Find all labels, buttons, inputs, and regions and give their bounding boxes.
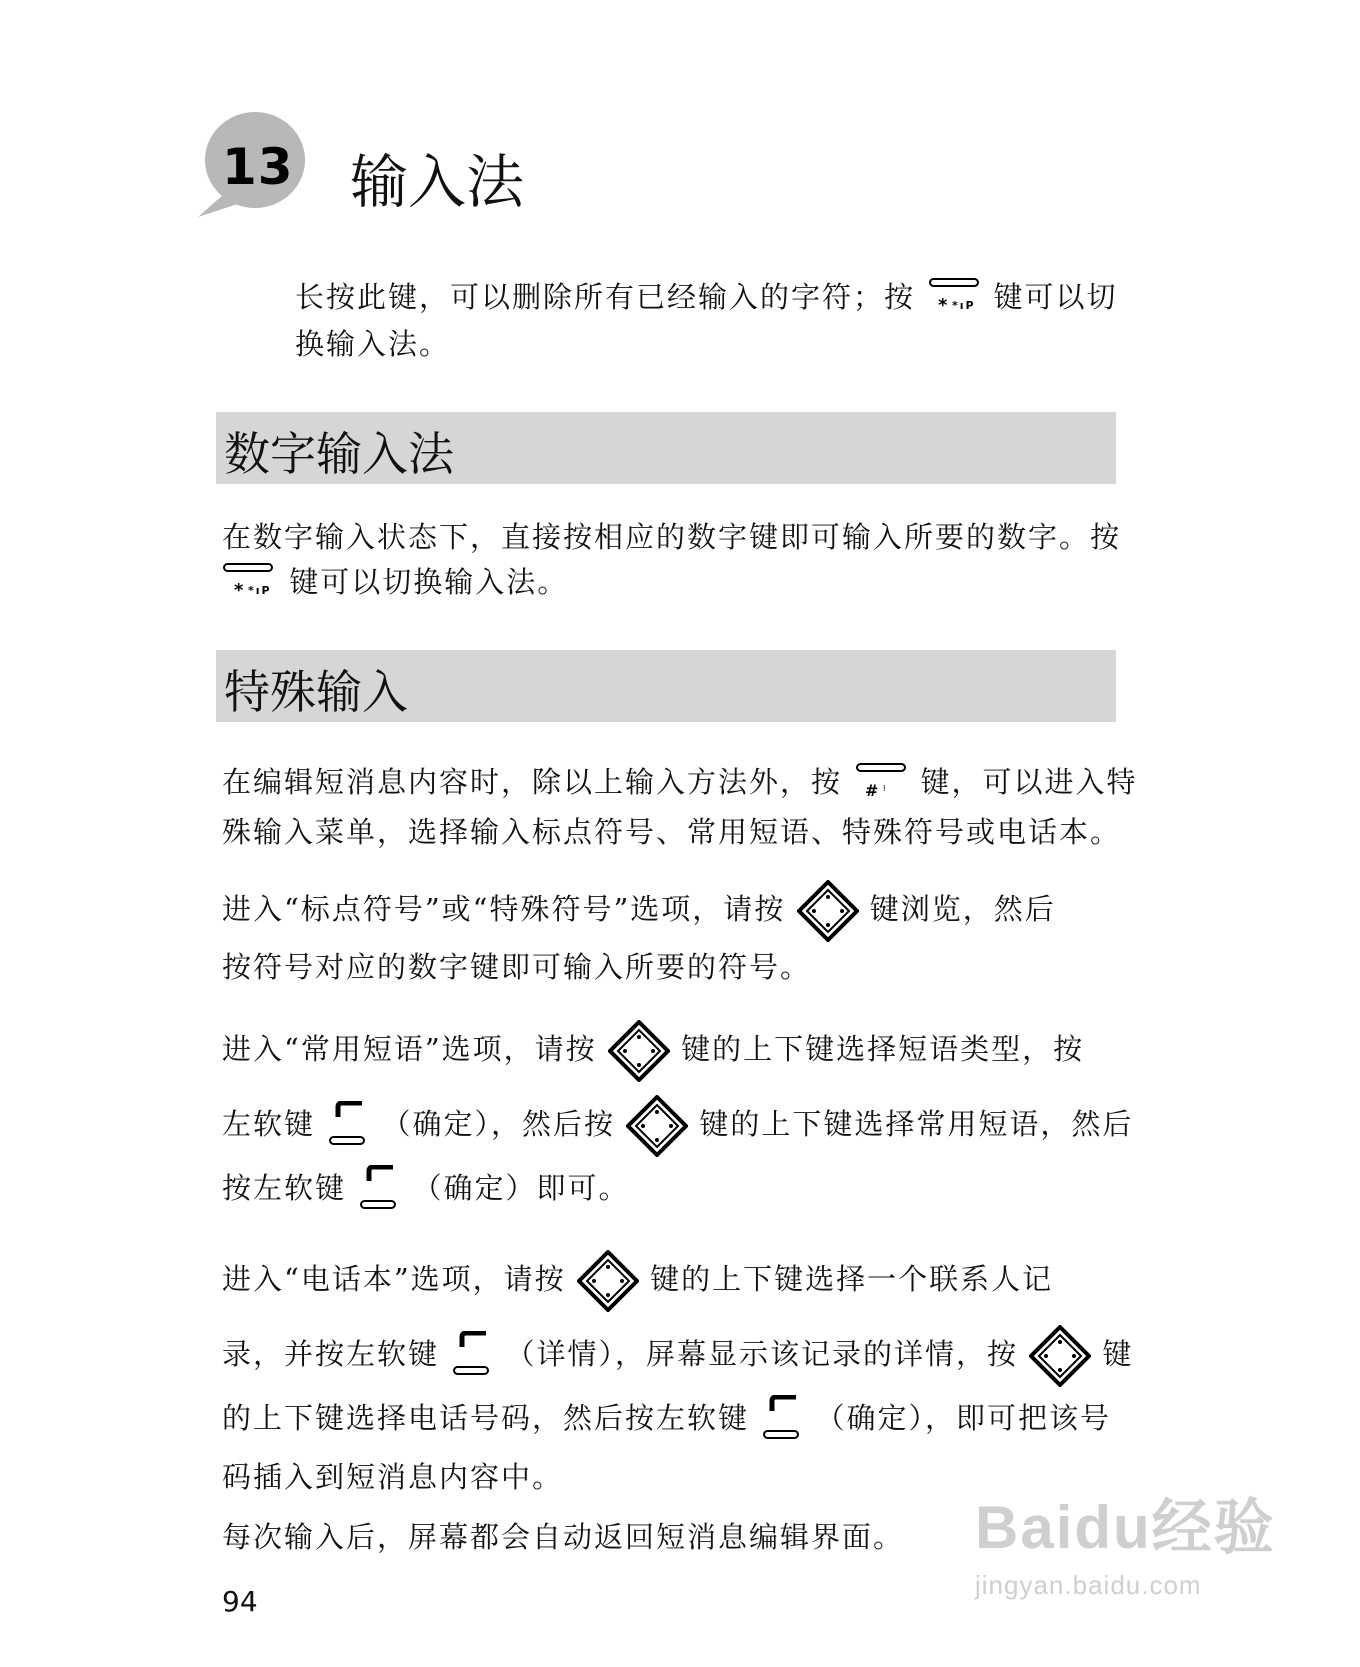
section1-line-1: 在数字输入状态下，直接按相应的数字键即可输入所要的数字。按 — [222, 520, 1122, 554]
svg-text:*: * — [234, 580, 246, 601]
section-heading-bar — [216, 650, 1116, 722]
watermark-url: jingyan.baidu.com — [975, 1570, 1202, 1600]
intro-line-1: 长按此键，可以删除所有已经输入的字符；按 * *ıP 键可以切 — [295, 275, 1117, 321]
section2-p2-line-2: 按符号对应的数字键即可输入所要的符号。 — [222, 950, 812, 984]
navigation-key-icon — [797, 880, 859, 942]
navigation-key-icon — [577, 1250, 639, 1312]
section2-p4-line-4: 码插入到短消息内容中。 — [222, 1460, 564, 1494]
chapter-title: 输入法 — [350, 148, 525, 216]
section2-p1-line-1: 在编辑短消息内容时，除以上输入方法外，按 # ᵎ 键，可以进入特 — [222, 760, 1137, 806]
section-title: 特殊输入 — [224, 665, 408, 719]
chapter-number: 13 — [222, 138, 294, 196]
section2-p3-line-1: 进入“常用短语”选项，请按 键的上下键选择短语类型，按 — [222, 1020, 1084, 1082]
section2-p4-line-2: 录，并按左软键 （详情），屏幕显示该记录的详情，按 键 — [222, 1325, 1133, 1387]
section-heading-bar — [216, 412, 1116, 484]
svg-text:ᵎ: ᵎ — [883, 782, 888, 798]
section2-p4-line-3: 的上下键选择电话号码，然后按左软键 （确定），即可把该号 — [222, 1395, 1111, 1445]
svg-text:*ıP: *ıP — [248, 584, 272, 597]
section2-p2-line-1: 进入“标点符号”或“特殊符号”选项，请按 键浏览，然后 — [222, 880, 1056, 942]
left-softkey-icon — [326, 1101, 370, 1151]
section1-line-2: * *ıP 键可以切换输入法。 — [222, 560, 568, 606]
navigation-key-icon — [608, 1020, 670, 1082]
page-number: 94 — [222, 1585, 258, 1618]
svg-text:*: * — [938, 295, 950, 316]
section2-p4-line-1: 进入“电话本”选项，请按 键的上下键选择一个联系人记 — [222, 1250, 1053, 1312]
section-title: 数字输入法 — [224, 427, 454, 481]
left-softkey-icon — [450, 1331, 494, 1381]
left-softkey-icon — [760, 1395, 804, 1445]
intro-line-2: 换输入法。 — [295, 327, 451, 361]
section2-p5: 每次输入后，屏幕都会自动返回短消息编辑界面。 — [222, 1520, 905, 1554]
left-softkey-icon — [357, 1165, 401, 1215]
watermark-logo: Baidu经验 — [975, 1494, 1276, 1561]
section2-p3-line-3: 按左软键 （确定）即可。 — [222, 1165, 629, 1215]
star-key-icon — [222, 562, 278, 606]
hash-key-icon — [853, 762, 909, 806]
watermark — [975, 1480, 1276, 1601]
section2-p1-line-2: 殊输入菜单，选择输入标点符号、常用短语、特殊符号或电话本。 — [222, 815, 1122, 849]
star-key-icon — [926, 277, 982, 321]
section2-p3-line-2: 左软键 （确定），然后按 键的上下键选择常用短语，然后 — [222, 1095, 1133, 1157]
navigation-key-icon — [626, 1095, 688, 1157]
svg-text:*ıP: *ıP — [952, 299, 976, 312]
svg-text:#: # — [865, 781, 881, 800]
navigation-key-icon — [1029, 1325, 1091, 1387]
